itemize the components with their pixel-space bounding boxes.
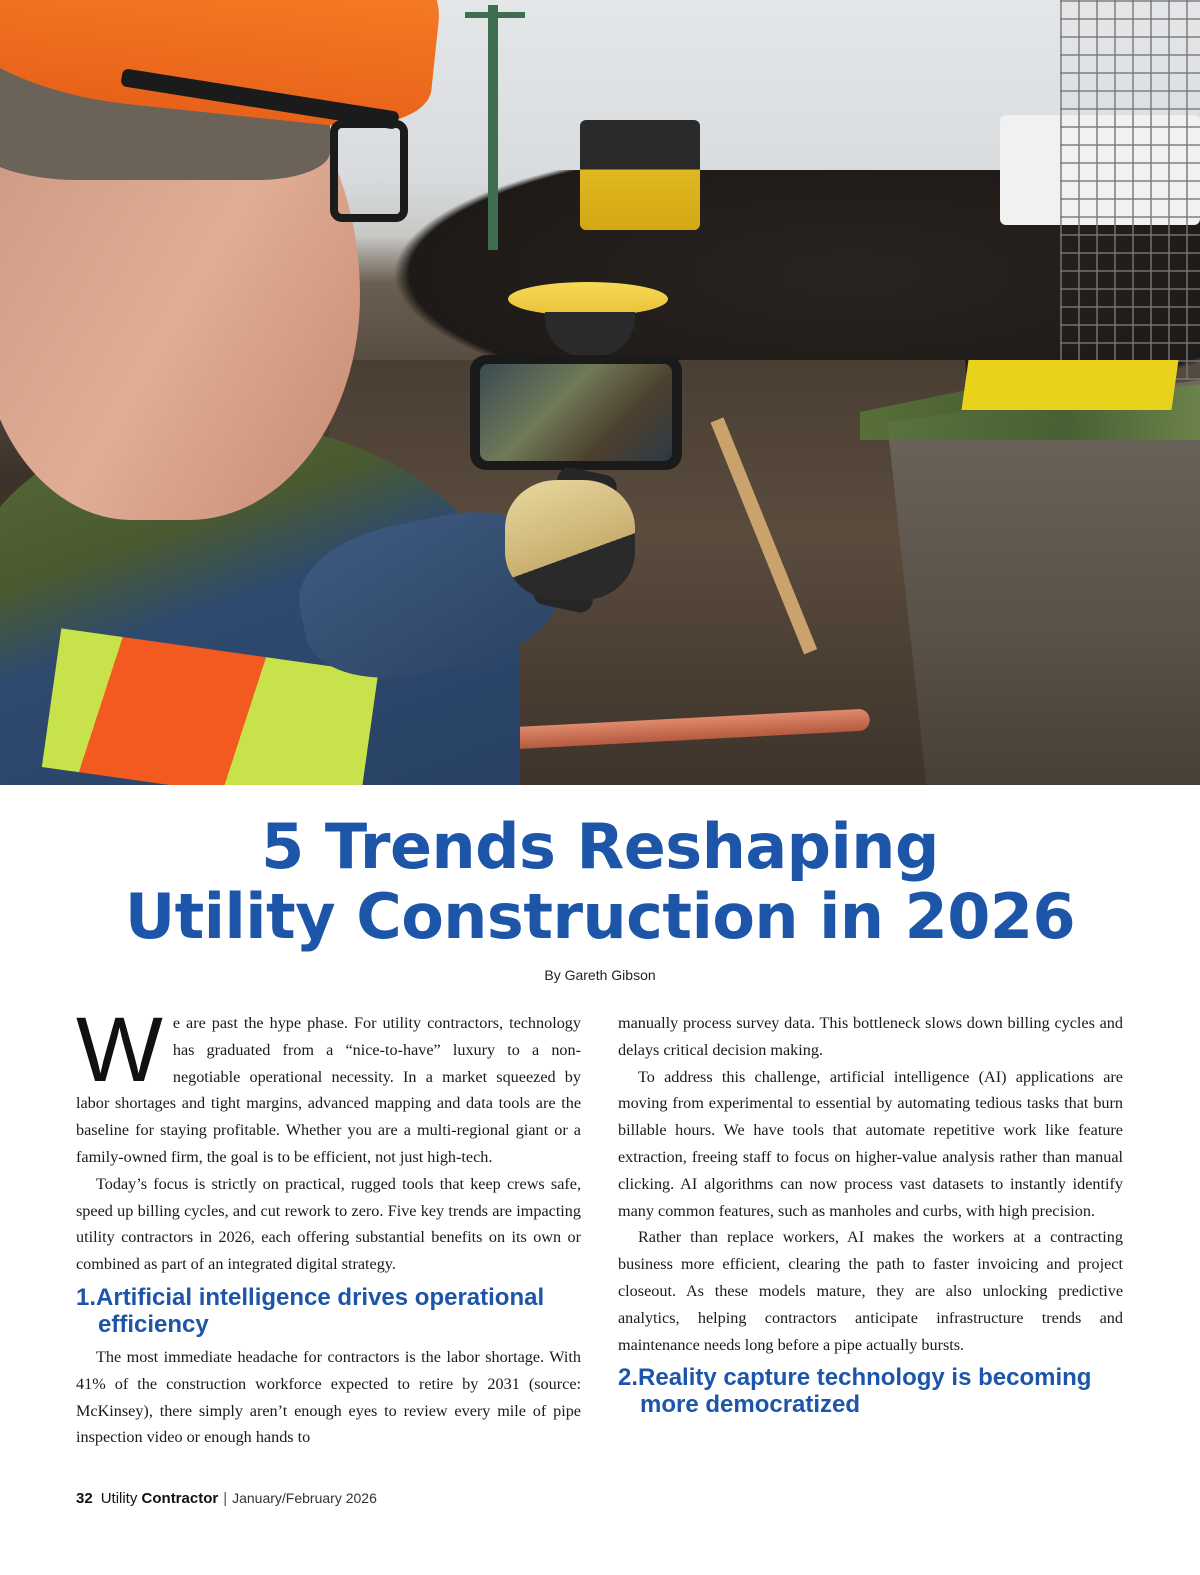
- publication-name-b: Contractor: [141, 1490, 219, 1507]
- paragraph-labor-cont: manually process survey data. This bottleneck slows down billing cycles and delays critical decision making.: [618, 1014, 1123, 1059]
- paragraph-labor: The most immediate headache for contractors is the labor shortage. With 41% of the construction workforce expected to retire by 2031 (source: McKinsey), there simply aren’t enough eyes to review every mile of pipe inspection video or enough hands to: [76, 1347, 581, 1447]
- section-heading-1: 1.Artificial intelligence drives operational efficiency: [76, 1283, 545, 1338]
- excavator: [580, 120, 700, 230]
- paragraph-workers: Rather than replace workers, AI makes the workers at a contracting business more efficient, clearing the path to faster invoicing and project closeout. As these models mature, they are also unlocking predictive analytics, helping contractors anticipate infrastructure trends and maintenance needs long before a pipe actually bursts.: [618, 1228, 1123, 1354]
- yellow-fence-block: [961, 360, 1178, 410]
- glasses-lens: [330, 120, 408, 222]
- page-number: 32: [76, 1490, 93, 1507]
- hero-photo: [0, 0, 1200, 785]
- right-column: [618, 1010, 1123, 1424]
- article-title-line1: 5 Trends Reshaping: [261, 810, 939, 883]
- article-title: [0, 812, 1200, 952]
- utility-pole-crossbar: [465, 12, 525, 18]
- drop-cap: W: [76, 999, 163, 1101]
- work-glove: [505, 480, 635, 600]
- section-heading-2: 2.Reality capture technology is becoming more democratized: [618, 1364, 1092, 1419]
- paragraph-ai: To address this challenge, artificial intelligence (AI) applications are moving from experimental to essential by automating tedious tasks that burn billable hours. We have tools that automate repetitive work like feature extraction, freeing staff to focus on higher-value analysis rather than manual clicking. AI algorithms can now process vast datasets to instantly identify many common features, such as manholes and curbs, with high precision.: [618, 1067, 1123, 1220]
- paragraph-focus: Today’s focus is strictly on practical, rugged tools that keep crews safe, speed up billing cycles, and cut rework to zero. Five key trends are impacting utility contractors in 2026, each offering substantial benefits on its own or combined as part of an integrated digital strategy.: [76, 1174, 581, 1274]
- phone-screen: [480, 364, 672, 461]
- publication-name-a: Utility: [100, 1490, 138, 1507]
- footer-separator: |: [223, 1490, 228, 1507]
- paragraph-intro-text: e are past the hype phase. For utility contractors, technology has graduated from a “nice-to-have” luxury to a non-negotiable operational necessity. In a market squeezed by labor shortages and tight margins, advanced mapping and data tools are the baseline for staying profitable. Whether you are a multi-regional giant or a family-owned firm, the goal is to be efficient, not just high-tech.: [76, 1014, 581, 1166]
- paragraph-intro: [76, 999, 581, 1171]
- gnss-antenna: [508, 282, 668, 316]
- fence: [1060, 0, 1200, 380]
- utility-pole: [488, 5, 498, 250]
- issue-date: January/February 2026: [232, 1490, 377, 1506]
- byline: By Gareth Gibson: [544, 967, 656, 983]
- left-column: [76, 999, 581, 1451]
- page-footer: [76, 1490, 377, 1507]
- article-title-line2: Utility Construction in 2026: [124, 880, 1076, 953]
